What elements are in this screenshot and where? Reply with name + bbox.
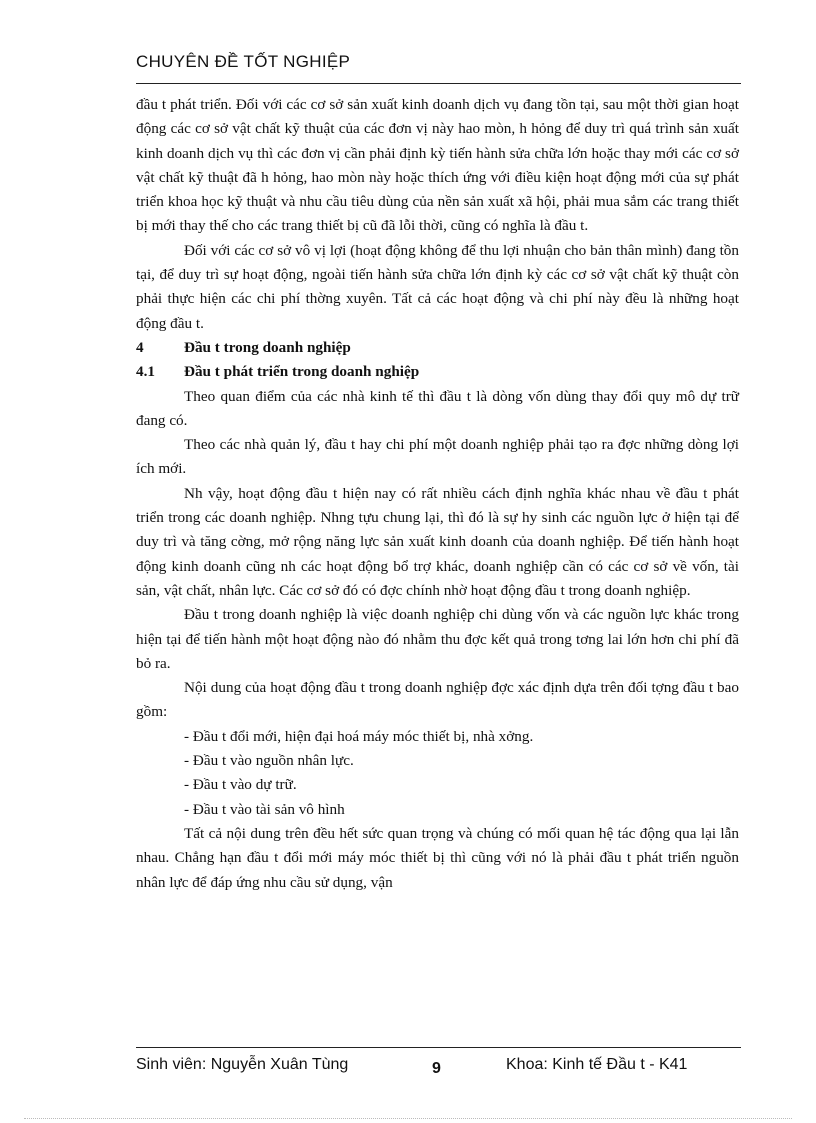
section-heading-4 [136,336,739,360]
list-item: - Đầu t vào tài sản vô hình [184,800,345,818]
section-heading-4-1 [136,360,739,384]
paragraph-5: Nh vậy, hoạt động đầu t hiện nay có rất nhiều cách định nghĩa khác nhau về đầu t phát triển trong các doanh nghiệp. Nhng tựu chung lại, thì đó là sự hy sinh các nguồn lực ở hiện tại để duy trì và tăng cờng, mở rộng năng lực sản xuất kinh doanh của doanh nghiệp. Để tiến hành hoạt động kinh doanh cũng nh các hoạt động bổ trợ khác, doanh nghiệp cần có các cơ sở về vốn, tài sản, vật chất, nhân lực. Các cơ sở đó có đợc chính nhờ hoạt động đầu t trong doanh nghiệp. [136,484,739,599]
paragraph-2: Đối với các cơ sở vô vị lợi (hoạt động không để thu lợi nhuận cho bản thân mình) đang tồn tại, để duy trì sự hoạt động, ngoài tiến hành sửa chữa lớn định kỳ các cơ sở vật chất kỹ thuật còn phải thực hiện các chi phí thờng xuyên. Tất cả các hoạt động và chi phí này đều là những hoạt động đầu t. [136,241,739,332]
footer-student-name: Sinh viên: Nguyễn Xuân Tùng [136,1056,349,1073]
paragraph-6: Đầu t trong doanh nghiệp là việc doanh nghiệp chi dùng vốn và các nguồn lực khác trong hiện tại để tiến hành một hoạt động nào đó nhằm thu đợc kết quả trong tơng lai lớn hơn chi phí đã bỏ ra. [136,606,739,672]
subsection-title: Đầu t phát triển trong doanh nghiệp [184,363,420,381]
list-item: - Đầu t vào dự trữ. [184,776,297,794]
paragraph-3: Theo quan điểm của các nhà kinh tế thì đầu t là dòng vốn dùng thay đổi quy mô dự trữ đang có. [136,387,739,429]
page-number: 9 [432,1060,441,1077]
list-item: - Đầu t vào nguồn nhân lực. [184,752,354,770]
paragraph-7: Nội dung của hoạt động đầu t trong doanh nghiệp đợc xác định dựa trên đối tợng đầu t bao gồm: [136,679,739,721]
paragraph-1: đầu t phát triển. Đối với các cơ sở sản xuất kinh doanh dịch vụ đang tồn tại, sau một thời gian hoạt động các cơ sở vật chất kỹ thuật của các đơn vị này hao mòn, h hỏng để duy trì quá trình sản xuất kinh doanh dịch vụ thì các đơn vị cần phải định kỳ tiến hành sửa chữa lớn hoặc thay mới các cơ sở vật chất kỹ thuật đã h hỏng, hao mòn này hoặc thích ứng với điều kiện hoạt động mới của sự phát triển khoa học kỹ thuật và nhu cầu tiêu dùng của nền sản xuất xã hội, phải mua sắm các trang thiết bị mới thay thế cho các trang thiết bị cũ đã lỗi thời, cũng có nghĩa là đầu t. [136,96,739,235]
paragraph-8: Tất cả nội dung trên đều hết sức quan trọng và chúng có mối quan hệ tác động qua lại lẫn nhau. Chẳng hạn đầu t đổi mới máy móc thiết bị thì cũng với nó là phải đầu t phát triển nguồn nhân lực để đáp ứng nhu cầu sử dụng, vận [136,824,739,891]
footer-divider [136,1047,741,1048]
header-divider [136,83,741,84]
page-edge-divider [24,1118,792,1119]
document-body [136,93,739,895]
list-item: - Đầu t đổi mới, hiện đại hoá máy móc thiết bị, nhà xởng. [184,727,534,745]
footer-faculty: Khoa: Kinh tế Đầu t - K41 [506,1056,688,1073]
page-header-title: CHUYÊN ĐỀ TỐT NGHIỆP [136,52,351,71]
section-number: 4 [136,338,144,356]
paragraph-4: Theo các nhà quản lý, đầu t hay chi phí một doanh nghiệp phải tạo ra đợc những dòng lợi ích mới. [136,436,739,478]
page-footer [136,1056,741,1082]
section-title: Đầu t trong doanh nghiệp [184,338,351,356]
subsection-number: 4.1 [136,363,155,381]
